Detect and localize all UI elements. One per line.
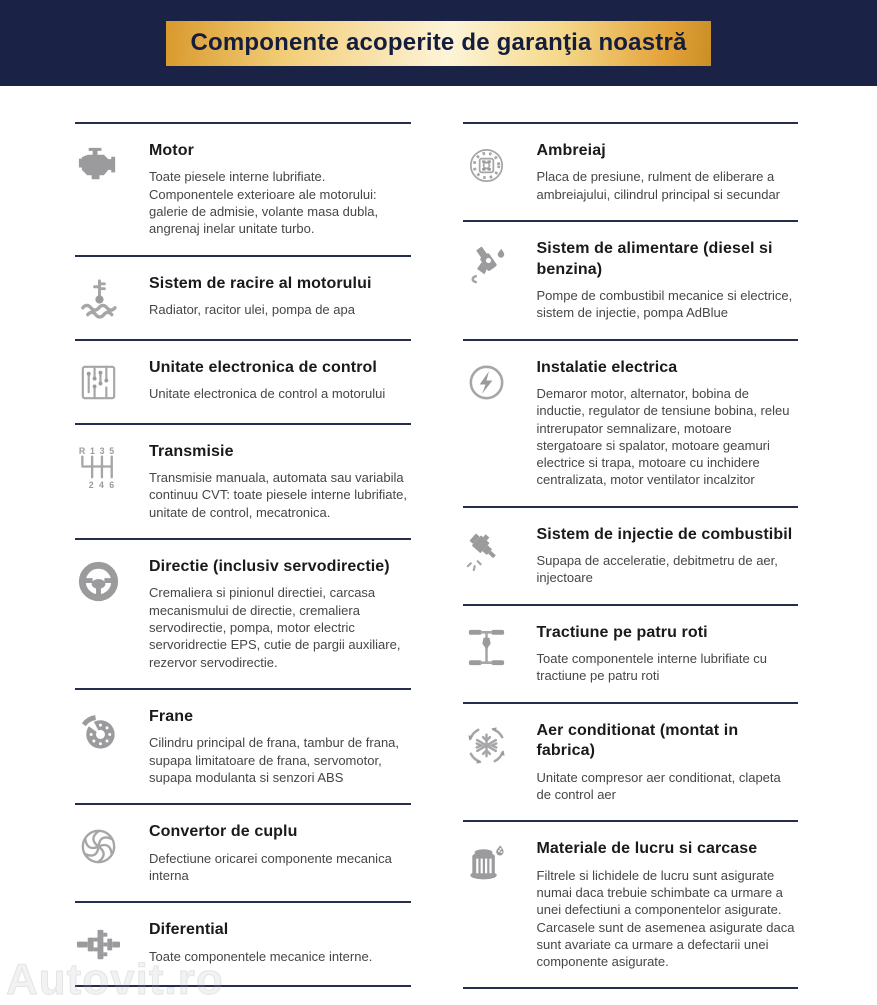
air-conditioning-icon (463, 719, 537, 804)
item-description: Toate piesele interne lubrifiate. Componentele exterioare ale motorului: galerie de admisie, volante masa dubla, angrenaj inelar unitate turbo. (149, 169, 379, 237)
item-description: Unitate compresor aer conditionat, clapeta de control aer (536, 769, 781, 802)
item-title: Materiale de lucru si carcase (536, 840, 758, 858)
item-transmission (75, 423, 411, 538)
item-title: Unitate electronica de control (149, 358, 377, 376)
gear-shift-icon (75, 440, 149, 521)
item-fuel-system (463, 220, 799, 339)
item-title: Directie (inclusiv servodirectie) (149, 557, 390, 575)
item-description: Filtrele si lichidele de lucru sunt asigurate numai daca trebuie schimbate ca urmare a unei defectiuni a componentelor asigurate. Carcasele sunt de asemenea asigurate daca sunt avariate ca urmare a defectarii unei componente asigurate. (536, 867, 795, 970)
item-title: Sistem de injectie de combustibil (536, 525, 793, 543)
item-description: Unitate electronica de control a motorului (149, 386, 386, 402)
item-steering (75, 538, 411, 688)
gear-shift-bottom-label: 2 4 6 (88, 479, 115, 490)
engine-icon (75, 139, 149, 238)
torque-converter-icon (75, 820, 149, 884)
item-title: Diferential (149, 921, 229, 939)
item-title: Ambreiaj (536, 142, 606, 159)
item-description: Defectiune oricarei componente mecanica interna (149, 850, 392, 883)
clutch-disc-icon (463, 139, 537, 203)
item-title: Motor (149, 142, 194, 159)
gear-shift-top-label: R 1 3 5 (78, 445, 115, 456)
item-description: Cilindru principal de frana, tambur de frana, supapa limitatoare de frana, servomotor, supapa modulanta si senzori ABS (149, 735, 400, 785)
item-description: Pompe de combustibil mecanice si electrice, sistem de injectie, pompa AdBlue (536, 287, 793, 321)
item-description: Transmisie manuala, automata sau variabila continuu CVT: toate piesele interne lubrifiate, unitate de control, mecatronica. (149, 470, 407, 520)
four-wheel-drive-icon (463, 621, 537, 685)
ecu-circuit-icon (75, 356, 149, 406)
item-title: Tractiune pe patru roti (536, 623, 708, 641)
coolant-icon (75, 272, 149, 322)
item-electrical (463, 339, 799, 506)
item-title: Sistem de racire al motorului (149, 274, 372, 292)
item-differential (75, 901, 411, 985)
fuel-injector-icon (463, 523, 537, 587)
differential-icon (75, 918, 149, 968)
oil-filter-icon (463, 837, 537, 970)
item-description: Supapa de acceleratie, debitmetru de aer, injectoare (536, 553, 778, 586)
item-title: Frane (149, 707, 194, 725)
item-cooling (75, 255, 411, 339)
watermark: Autovit.ro (6, 955, 224, 1004)
item-ecu (75, 339, 411, 423)
item-title: Aer conditionat (montat in fabrica) (536, 721, 739, 760)
steering-wheel-icon (75, 555, 149, 671)
brake-disc-icon (75, 705, 149, 786)
item-title: Instalatie electrica (536, 358, 678, 376)
item-description: Toate componentele mecanice interne. (149, 948, 373, 964)
item-description: Cremaliera si pinionul directiei, carcasa mecanismului de directie, cremaliera servodirectie, pompa, motor electric servoridrectie EPS, cutie de pargii auxiliare, rezervor servodirectie. (149, 585, 401, 670)
item-motor (75, 122, 411, 255)
right-column (463, 122, 799, 989)
item-title: Transmisie (149, 442, 234, 460)
item-title: Sistem de alimentare (diesel si benzina) (536, 240, 773, 278)
item-title: Convertor de cuplu (149, 823, 298, 841)
item-description: Radiator, racitor ulei, pompa de apa (149, 302, 355, 318)
item-brakes (75, 688, 411, 803)
lightning-icon (463, 356, 537, 489)
item-clutch (463, 122, 799, 220)
page-title: Componente acoperite de garanţia noastră (166, 21, 710, 66)
item-four-wheel-drive (463, 604, 799, 702)
item-torque-converter (75, 803, 411, 901)
item-description: Demaror motor, alternator, bobina de inductie, regulator de tensiune bobina, releu intrerupator semnalizare, motoare stergatoare si spalator, motoare geamuri electrice si trapa, motoare cu inchidere centralizata, motor ventilator incalzitor (536, 386, 790, 488)
header-band (0, 0, 877, 86)
item-materials (463, 820, 799, 987)
warranty-components-list (0, 86, 877, 989)
item-description: Toate componentele interne lubrifiate cu tractiune pe patru roti (536, 651, 768, 684)
item-description: Placa de presiune, rulment de eliberare a ambreiajului, cilindrul principal si secundar (536, 169, 781, 202)
item-injection (463, 506, 799, 604)
fuel-nozzle-icon (463, 237, 537, 322)
item-air-conditioning (463, 702, 799, 821)
left-column (75, 122, 411, 987)
